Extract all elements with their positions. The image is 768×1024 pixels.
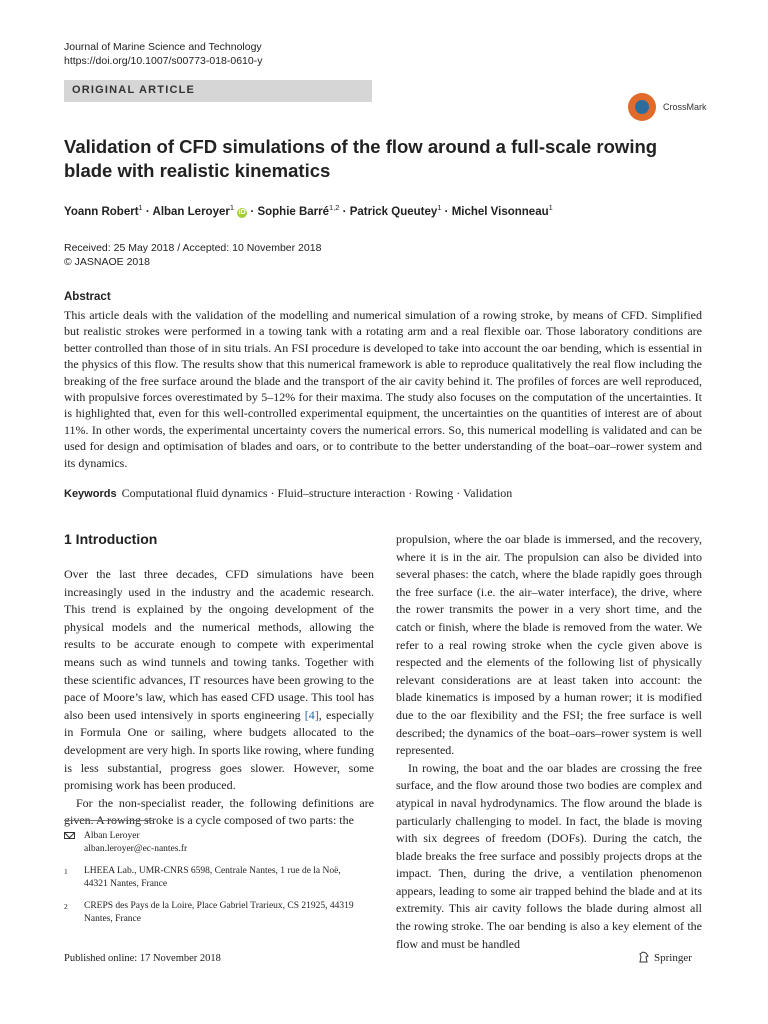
- affiliation-2: 2 CREPS des Pays de la Loire, Place Gabriel Trarieux, CS 21925, 44319 Nantes, France: [64, 901, 354, 924]
- affiliation-1: 1 LHEEA Lab., UMR-CNRS 6598, Centrale Nantes, 1 rue de la Noë, 44321 Nantes, France: [64, 866, 341, 889]
- published-online: Published online: 17 November 2018: [64, 953, 221, 964]
- received-accepted: Received: 25 May 2018 / Accepted: 10 November 2018: [64, 242, 322, 254]
- article-dates: [64, 241, 321, 269]
- affiliation-marker: 1: [64, 867, 68, 876]
- author[interactable]: Sophie Barré$^{1,2}$: [257, 203, 340, 218]
- keywords: [64, 486, 512, 501]
- paragraph: In rowing, the boat and the oar blades are crossing the free surface, and the flow around those two bodies are complex and atypical in naval hydrodynamics. The flow around the blade is particularly challenging to model. In fact, the blade is moving with six degrees of freedom (DOFs). During the catch, the blade breaks the free surface and possibly projects drops at the impact. Then, during the drive, a ventilation phenomenon appears, leading to some air trapped behind the blade and at its extremity. This air cavity follows the blade during almost all the rowing stroke. The oar bending is also a key element of the flow and must be handled: [396, 760, 702, 951]
- copyright: © JASNAOE 2018: [64, 256, 150, 268]
- author[interactable]: Yoann Robert$^1$: [64, 203, 143, 218]
- article-title: Validation of CFD simulations of the flow around a full-scale rowing blade with realistic kinematics: [64, 136, 658, 181]
- paragraph: propulsion, where the oar blade is immersed, and the recovery, where it is in the air. The propulsion can also be divided into several phases: the catch, where the blade rapidly goes through the free surface (i.e. the air–water interface), the drive, where the rower transmits the power in a very short time, and the catch or finish, where the blade is removed from the water. We refer to a real rowing stroke when the cycle given above is respected and the elements of the following list of physically relevant considerations are at least taken into account: the blade kinematics is imposed by a human rower; it is modified due to the oar flexibility and the FSI; the free surface is well described; the dynamics of the boat–oars–rower system is well represented.: [396, 532, 702, 758]
- corresponding-email[interactable]: alban.leroyer@ec-nantes.fr: [84, 844, 188, 854]
- publisher-name: Springer: [654, 952, 692, 964]
- corresponding-author: [64, 830, 364, 856]
- footnotes: [64, 830, 364, 935]
- envelope-icon: [64, 832, 75, 839]
- paragraph: For the non-specialist reader, the following definitions are given. A rowing stroke is a cycle composed of two parts: the: [64, 795, 374, 828]
- orcid-icon[interactable]: iD: [238, 208, 246, 216]
- crossmark-icon: [628, 93, 656, 121]
- section-heading-introduction: 1 Introduction: [64, 531, 158, 547]
- publisher-logo: [638, 951, 692, 964]
- springer-horse-icon: [638, 951, 650, 963]
- body-column-right: [396, 531, 702, 953]
- author[interactable]: Alban Leroyer$^1$ iD: [152, 203, 246, 218]
- abstract-text: This article deals with the validation of the modelling and numerical simulation of a rowing stroke, by means of CFD. Simplified but realistic strokes were performed in a towing tank with a rotating arm and a real flexible oar. Those laboratory conditions are better controlled than those of in situ trials. An FSI procedure is developed to take into account the oar bending, which is essential in the physics of this flow. The results show that this numerical framework is able to reproduce qualitatively the real flow including the breaking of the free surface around the blade and the transport of the air cavity behind it. The profiles of forces are well reproduced, with propulsive forces overestimated by 5–12% for their maxima. The study also focuses on the computation of the uncertainties. It is highlighted that, even for this well-controlled experimental equipment, the uncertainties on the quantities of interest are of about 11%. In other words, the experimental uncertainty covers the numerical errors. So, this numerical modelling is validated and can be used for design and optimisation of blades and oars, or to contribute to the better understanding of the boat–oar–rower system and its dynamics.: [64, 308, 702, 470]
- paragraph: Over the last three decades, CFD simulations have been increasingly used in the industry and the academic research. This trend is explained by the ongoing development of the physical models and the numerical methods, allowing the results to be accurate enough to compete with experimental means such as wind tunnels and towing tanks. Together with these scientific advances, IT resources have been growing to the pace of Moore’s law, which has eased CFD usage. This tool has also been used intensively in sports engineering [4], especially in Formula One or sailing, where budgets allocated to the development are very high. In sports like rowing, where funding is less substantial, progress goes slower. However, some promising work has been produced.: [64, 567, 374, 793]
- article-type-label: ORIGINAL ARTICLE: [72, 84, 196, 96]
- keywords-heading: Keywords: [64, 488, 117, 500]
- journal-header: [64, 40, 262, 68]
- crossmark-label: CrossMark: [663, 102, 707, 112]
- doi-link[interactable]: https://doi.org/10.1007/s00773-018-0610-y: [64, 55, 263, 67]
- affiliation-marker: 2: [64, 902, 68, 911]
- citation-link[interactable]: [4]: [304, 707, 319, 722]
- article-type-bar: [64, 80, 372, 102]
- crossmark-badge[interactable]: [628, 93, 707, 121]
- author[interactable]: Michel Visonneau$^1$: [451, 203, 553, 218]
- abstract-heading: Abstract: [64, 291, 111, 303]
- footnote-divider: [64, 820, 154, 821]
- author-list: Yoann Robert$^1$ · Alban Leroyer$^1$ iD · Sophie Barré$^{1,2}$ · Patrick Queutey$^1$ · Michel Visonneau$^1$: [64, 203, 553, 218]
- keywords-text: Computational fluid dynamics · Fluid–structure interaction · Rowing · Validation: [121, 486, 513, 500]
- author[interactable]: Patrick Queutey$^1$: [349, 203, 442, 218]
- body-column-left: [64, 566, 374, 830]
- journal-name: Journal of Marine Science and Technology: [64, 41, 262, 53]
- corresponding-name: Alban Leroyer: [84, 831, 140, 841]
